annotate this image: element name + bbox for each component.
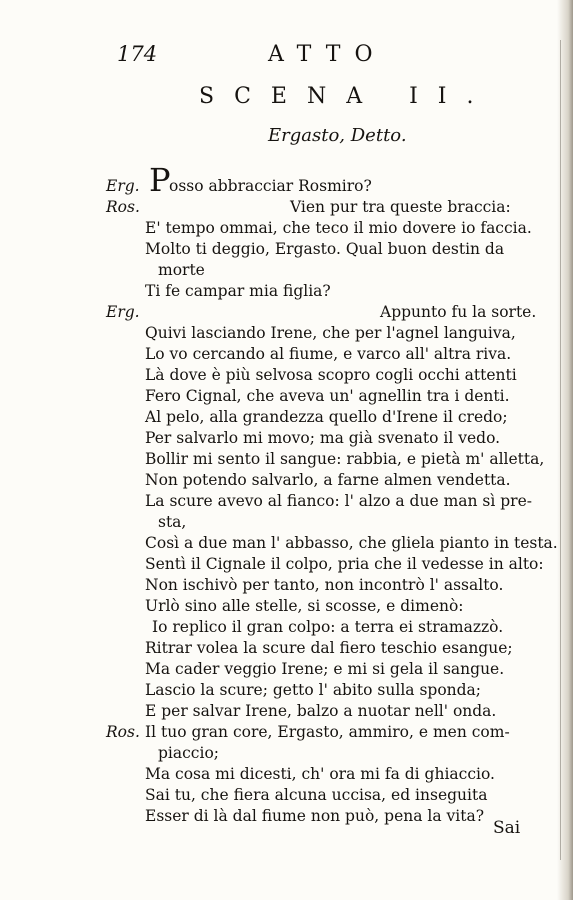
verse-text: Al pelo, alla grandezza quello d'Irene il credo; <box>145 408 508 426</box>
verse-line <box>0 470 573 491</box>
scene-heading: SCENA II. <box>199 84 494 109</box>
verse-line <box>0 722 573 743</box>
running-header <box>0 40 573 74</box>
act-heading: ATTO <box>268 42 387 67</box>
verse-line <box>0 239 573 260</box>
verse-line <box>0 197 573 218</box>
verse-text: Lo vo cercando al fiume, e varco all' altra riva. <box>145 345 512 363</box>
drop-cap: P <box>149 161 171 199</box>
verse-text: Non potendo salvarlo, a farne almen vendetta. <box>145 471 511 489</box>
verse-line <box>0 281 573 302</box>
verse-line <box>0 638 573 659</box>
verse-line <box>0 680 573 701</box>
verse-text: Il tuo gran core, Ergasto, ammiro, e men com- <box>145 723 510 741</box>
verse-text: Ma cader veggio Irene; e mi si gela il sangue. <box>145 660 505 678</box>
verse-line <box>0 428 573 449</box>
verse-text: Sai tu, che fiera alcuna uccisa, ed inseguita <box>145 786 488 804</box>
verse-line <box>0 386 573 407</box>
verse-line <box>0 323 573 344</box>
verse-line <box>0 785 573 806</box>
verse-text: Per salvarlo mi movo; ma già svenato il vedo. <box>145 429 501 447</box>
verse-line <box>0 512 573 533</box>
verse-text: Là dove è più selvosa scopro cogli occhi attenti <box>145 366 517 384</box>
verse-line <box>0 260 573 281</box>
verse-text: osso abbracciar Rosmiro? <box>169 177 372 195</box>
catchword: Sai <box>493 818 521 838</box>
verse-text: Vien pur tra queste braccia: <box>290 198 511 216</box>
verse-text: Appunto fu la sorte. <box>380 303 537 321</box>
verse-text: Quivi lasciando Irene, che per l'agnel languiva, <box>145 324 516 342</box>
verse-line <box>0 302 573 323</box>
verse-text: Molto ti deggio, Ergasto. Qual buon destin da <box>145 240 505 258</box>
verse-line <box>0 701 573 722</box>
verse-text: Ma cosa mi dicesti, ch' ora mi fa di ghiaccio. <box>145 765 495 783</box>
verse-line <box>0 449 573 470</box>
character-list: Ergasto, Detto. <box>268 125 407 146</box>
dialogue-text <box>0 161 573 827</box>
verse-line <box>0 491 573 512</box>
speaker-label: Erg. <box>106 177 140 195</box>
verse-line <box>0 743 573 764</box>
verse-line <box>0 407 573 428</box>
verse-text: E' tempo ommai, che teco il mio dovere io faccia. <box>145 219 532 237</box>
verse-text: Così a due man l' abbasso, che gliela pianto in testa. <box>145 534 558 552</box>
verse-text: sta, <box>158 513 187 531</box>
verse-text: Lascio la scure; getto l' abito sulla sponda; <box>145 681 482 699</box>
verse-text: La scure avevo al fianco: l' alzo a due man sì pre- <box>145 492 532 510</box>
verse-text: Ti fe campar mia figlia? <box>145 282 331 300</box>
verse-text: morte <box>158 261 205 279</box>
verse-text: Urlò sino alle stelle, si scosse, e dimenò: <box>145 597 464 615</box>
verse-text: Io replico il gran colpo: a terra ei stramazzò. <box>152 618 504 636</box>
verse-line <box>0 218 573 239</box>
verse-text: Esser di là dal fiume non può, pena la vita? <box>145 807 485 825</box>
speaker-label: Erg. <box>106 303 140 321</box>
verse-line <box>0 575 573 596</box>
verse-line <box>0 596 573 617</box>
verse-line <box>0 533 573 554</box>
verse-line <box>0 617 573 638</box>
speaker-label: Ros. <box>106 198 140 216</box>
verse-line <box>0 365 573 386</box>
page-number: 174 <box>117 42 158 66</box>
speaker-label: Ros. <box>106 723 140 741</box>
verse-line <box>0 344 573 365</box>
verse-text: Non ischivò per tanto, non incontrò l' assalto. <box>145 576 504 594</box>
verse-text: E per salvar Irene, balzo a nuotar nell' onda. <box>145 702 497 720</box>
verse-text: Bollir mi sento il sangue: rabbia, e pietà m' alletta, <box>145 450 545 468</box>
verse-line <box>0 161 573 199</box>
verse-text: Fero Cignal, che aveva un' agnellin tra i denti. <box>145 387 510 405</box>
verse-text: Sentì il Cignale il colpo, pria che il vedesse in alto: <box>145 555 544 573</box>
verse-line <box>0 806 573 827</box>
verse-text: piaccio; <box>158 744 219 762</box>
verse-line <box>0 554 573 575</box>
verse-text: Ritrar volea la scure dal fiero teschio esangue; <box>145 639 513 657</box>
verse-line <box>0 659 573 680</box>
verse-line <box>0 764 573 785</box>
